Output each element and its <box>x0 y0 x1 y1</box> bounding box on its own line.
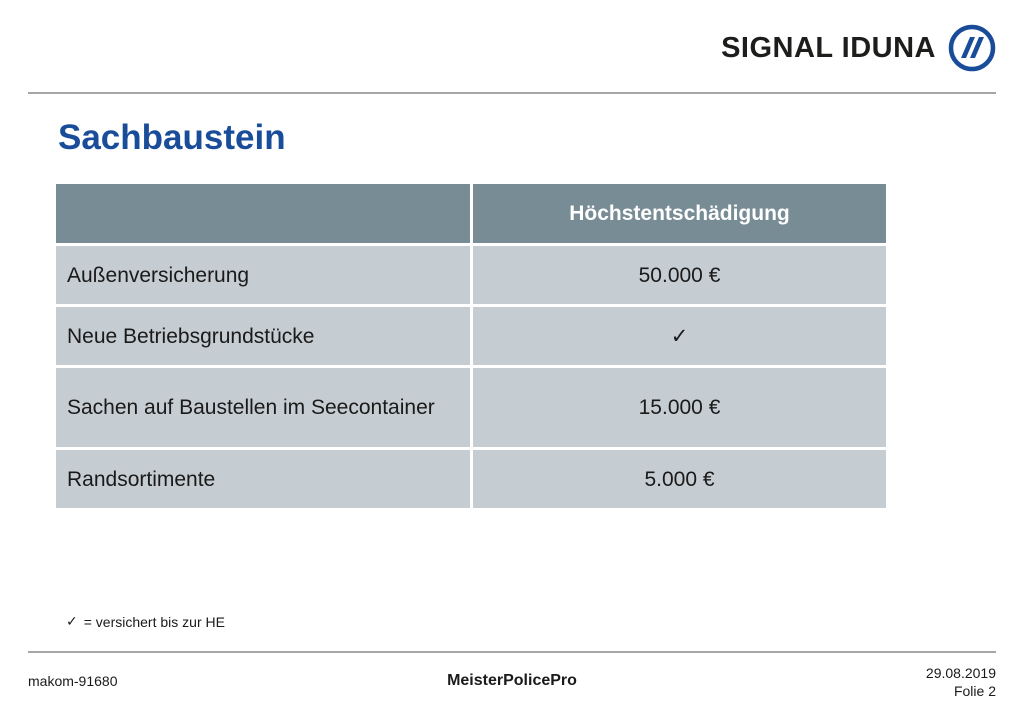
footer-code: makom-91680 <box>28 673 118 689</box>
footer-meta <box>926 664 996 700</box>
table-row <box>56 246 886 304</box>
header-label-cell <box>56 184 470 243</box>
table-row <box>56 307 886 365</box>
row-label: Randsortimente <box>56 450 470 508</box>
legend-footnote <box>66 613 225 630</box>
brand-name: SIGNAL IDUNA <box>721 31 936 64</box>
check-icon: ✓ <box>66 613 78 629</box>
table-row <box>56 450 886 508</box>
check-icon: ✓ <box>473 307 886 365</box>
signal-iduna-logo-icon <box>948 24 996 72</box>
legend-text: = versichert bis zur HE <box>83 613 225 630</box>
footer-date: 29.08.2019 <box>925 665 996 681</box>
footer-page-number: Folie 2 <box>953 683 996 699</box>
footer-product: MeisterPolicePro <box>447 672 577 689</box>
row-label: Sachen auf Baustellen im Seecontainer <box>56 368 470 447</box>
coverage-table <box>56 184 886 511</box>
row-value: 5.000 € <box>473 450 886 508</box>
slide-title: Sachbaustein <box>58 118 286 157</box>
brand-logo <box>721 22 996 74</box>
footer-divider <box>28 651 996 653</box>
row-value: 15.000 € <box>473 368 886 447</box>
row-label: Neue Betriebsgrundstücke <box>56 307 470 365</box>
table-row <box>56 368 886 447</box>
header-value-cell: Höchstentschädigung <box>473 184 886 243</box>
header-divider <box>28 92 996 94</box>
table-header-row <box>56 184 886 243</box>
row-value: 50.000 € <box>473 246 886 304</box>
row-label: Außenversicherung <box>56 246 470 304</box>
